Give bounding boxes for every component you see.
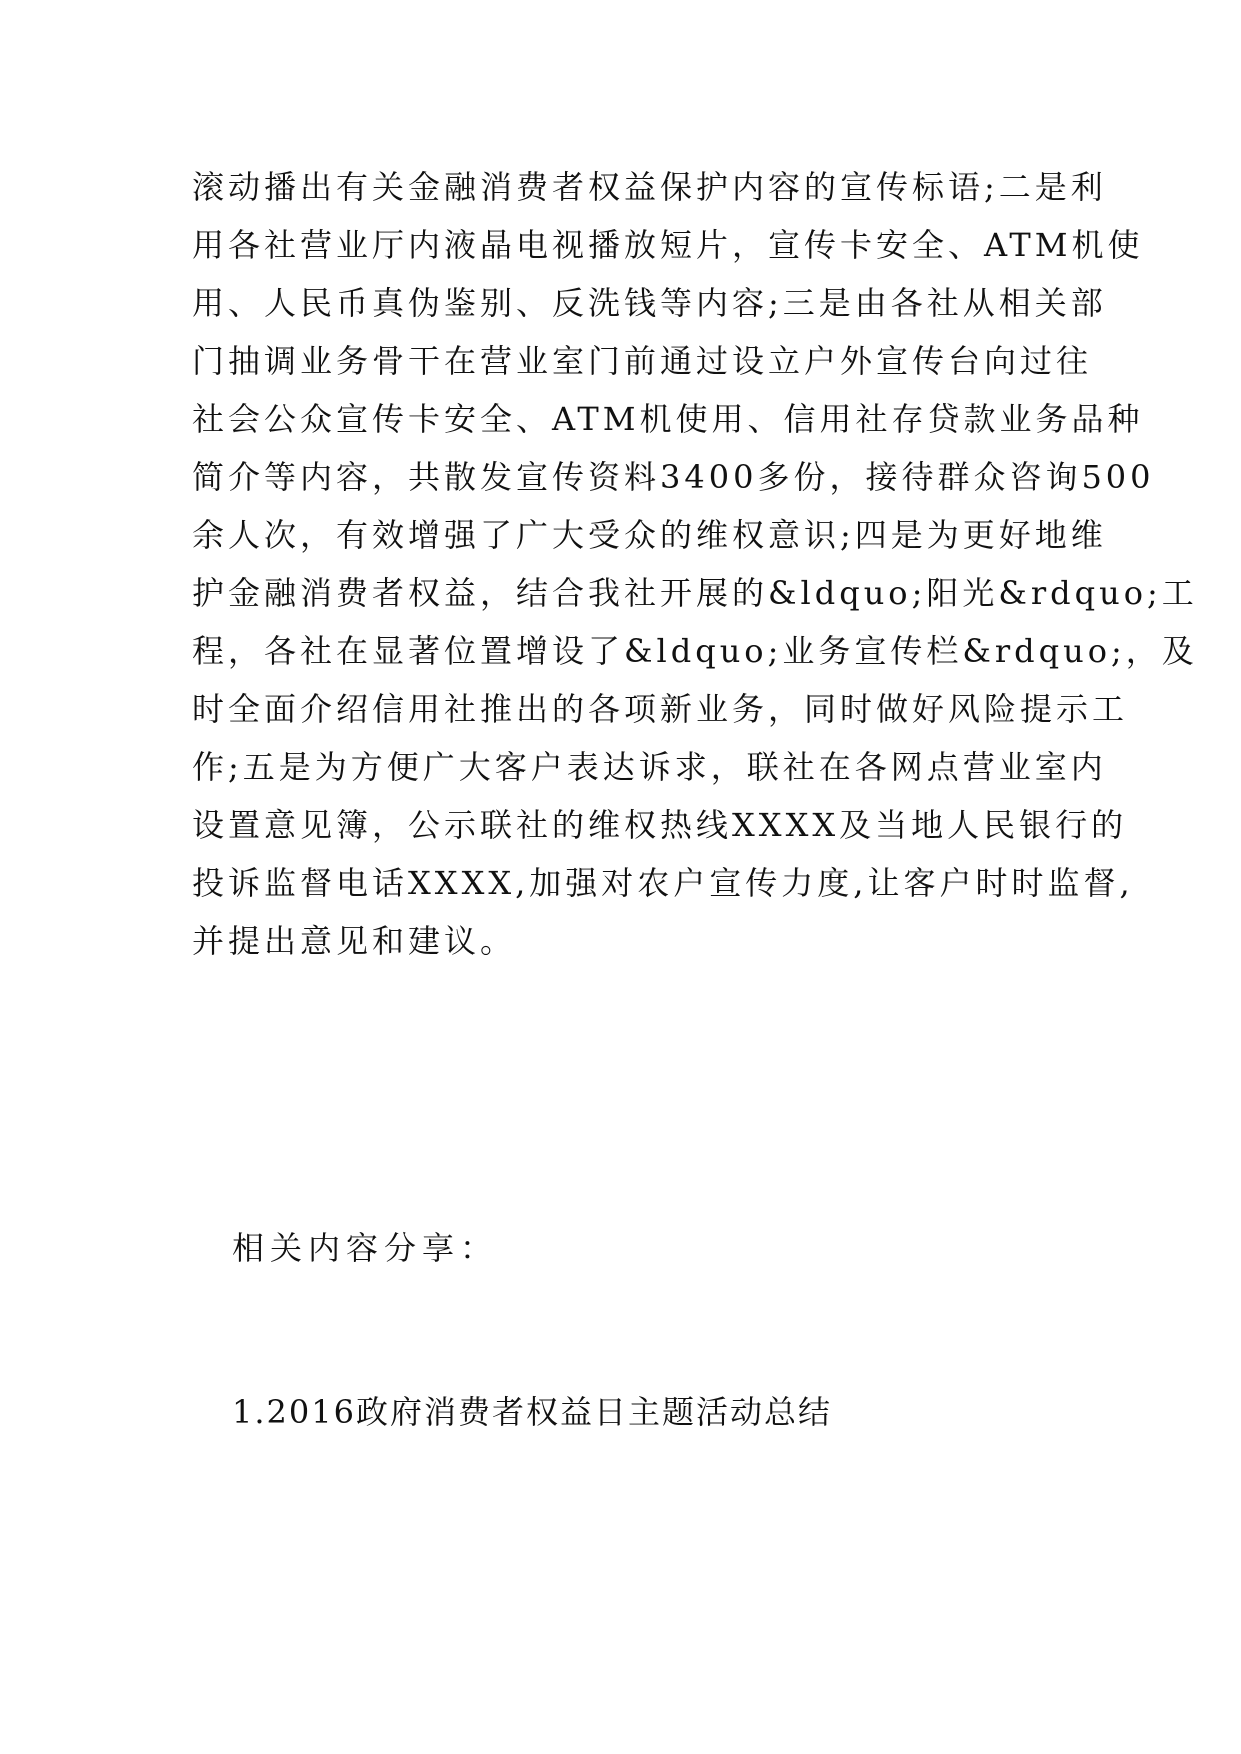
related-content-heading: 相关内容分享：	[232, 1229, 499, 1267]
paragraph-line: 时全面介绍信用社推出的各项新业务，同时做好风险提示工	[192, 690, 1129, 728]
paragraph-line: 用各社营业厅内液晶电视播放短片，宣传卡安全、ATM机使	[192, 226, 1144, 264]
paragraph-line: 社会公众宣传卡安全、ATM机使用、信用社存贷款业务品种	[192, 400, 1144, 438]
paragraph-line: 用、人民币真伪鉴别、反洗钱等内容;三是由各社从相关部	[192, 284, 1107, 322]
paragraph-line: 余人次，有效增强了广大受众的维权意识;四是为更好地维	[192, 516, 1107, 554]
paragraph-line: 程，各社在显著位置增设了&ldquo;业务宣传栏&rdquo;，及	[192, 632, 1198, 670]
paragraph-line: 并提出意见和建议。	[192, 922, 517, 960]
paragraph-line: 护金融消费者权益，结合我社开展的&ldquo;阳光&rdquo;工	[192, 574, 1198, 612]
body-paragraph	[192, 158, 1198, 970]
paragraph-line: 作;五是为方便广大客户表达诉求，联社在各网点营业室内	[192, 748, 1107, 786]
paragraph-line: 门抽调业务骨干在营业室门前通过设立户外宣传台向过往	[192, 342, 1093, 380]
paragraph-line: 设置意见簿，公示联社的维权热线XXXX及当地人民银行的	[192, 806, 1128, 844]
related-content-link[interactable]: 1.2016政府消费者权益日主题活动总结	[232, 1393, 832, 1431]
paragraph-line: 简介等内容，共散发宣传资料3400多份，接待群众咨询500	[192, 458, 1155, 496]
paragraph-line: 投诉监督电话XXXX,加强对农户宣传力度,让客户时时监督,	[192, 864, 1134, 902]
paragraph-line: 滚动播出有关金融消费者权益保护内容的宣传标语;二是利	[192, 168, 1107, 206]
